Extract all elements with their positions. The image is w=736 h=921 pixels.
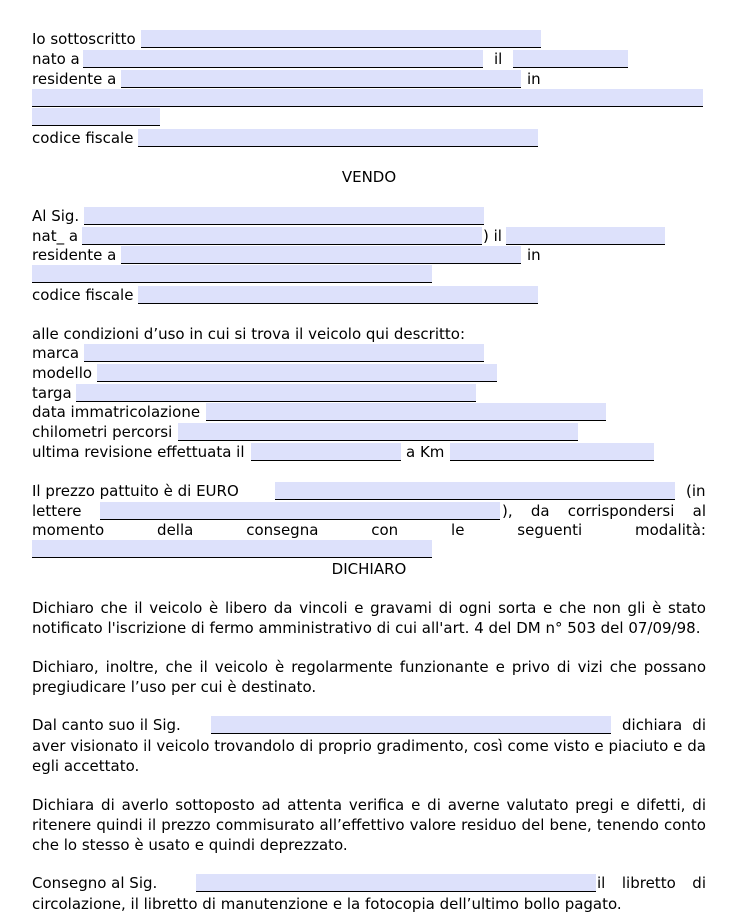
label-in: in <box>527 70 541 88</box>
buyer-fiscal-code-field[interactable] <box>138 286 538 304</box>
paragraph-4: Dichiara di averlo sottoposto ad attenta verifica e di averne valutato pregi e difetti, di ritenere quindi il prezzo commisurato all’effettivo valore residuo del bene, tenendo conto che lo stesso è usato e quindi deprezzato. <box>32 796 706 854</box>
vehicle-plate-field[interactable] <box>76 384 476 402</box>
vehicle-inspection-km-field[interactable] <box>450 443 654 461</box>
seller-birthplace-field[interactable] <box>83 50 483 68</box>
price-line3: momento della consegna con le seguenti modalità: <box>32 521 706 539</box>
seller-name-field[interactable] <box>141 30 541 48</box>
delivery-recipient-field[interactable] <box>196 874 596 892</box>
buyer-name-field[interactable] <box>84 207 484 225</box>
label-price-in: (in <box>686 482 706 500</box>
vehicle-model-field[interactable] <box>97 364 497 382</box>
dichiaro-heading: DICHIARO <box>331 560 407 578</box>
buyer-address-field[interactable] <box>32 265 432 283</box>
label-paren-il: ) il <box>483 227 502 245</box>
label-nat-a: nat_ a <box>32 227 79 245</box>
seller-birthdate-field[interactable] <box>513 50 628 68</box>
price-prefix: Il prezzo pattuito è di EURO <box>32 482 239 500</box>
label-il: il <box>494 50 503 68</box>
label-nato-a: nato a <box>32 50 80 68</box>
buyer-acceptance-name-field[interactable] <box>211 716 611 734</box>
label-revisione: ultima revisione effettuata il <box>32 443 245 461</box>
buyer-residence-field[interactable] <box>121 246 521 264</box>
p5-prefix: Consegno al Sig. <box>32 874 158 892</box>
price-euro-field[interactable] <box>275 482 675 500</box>
payment-terms-field[interactable] <box>32 540 432 558</box>
label-buyer-in: in <box>527 246 541 264</box>
seller-address-field-2[interactable] <box>32 108 160 126</box>
vehicle-mileage-field[interactable] <box>178 423 578 441</box>
paragraph-2: Dichiaro, inoltre, che il veicolo è regolarmente funzionante e privo di vizi che possano pregiudicare l’uso per cui è destinato. <box>32 658 706 696</box>
seller-residence-field[interactable] <box>121 70 521 88</box>
label-data-immatricolazione: data immatricolazione <box>32 403 201 421</box>
label-corrispondersi: ), da corrispondersi al <box>502 502 706 520</box>
label-residente: residente a <box>32 70 117 88</box>
p3-prefix: Dal canto suo il Sig. <box>32 716 181 734</box>
p5-suffix: il libretto di <box>597 874 706 892</box>
paragraph-1: Dichiaro che il veicolo è libero da vincoli e gravami di ogni sorta e che non gli è stato notificato l'iscrizione di fermo amministrativo di cui all'art. 4 del DM n° 503 del 07/09/98. <box>32 599 706 637</box>
p5-rest: circolazione, il libretto di manutenzione e la fotocopia dell’ultimo bollo pagato. <box>32 895 622 913</box>
seller-fiscal-code-field[interactable] <box>138 129 538 147</box>
label-modello: modello <box>32 364 93 382</box>
p3-rest: aver visionato il veicolo trovandolo di proprio gradimento, così come visto e piaciuto e da egli accettato. <box>32 737 706 775</box>
vendo-heading: VENDO <box>341 168 397 186</box>
p3-suffix: dichiara di <box>622 716 706 734</box>
seller-address-field[interactable] <box>32 89 703 107</box>
label-chilometri: chilometri percorsi <box>32 423 173 441</box>
label-marca: marca <box>32 344 80 362</box>
label-targa: targa <box>32 384 72 402</box>
buyer-birthdate-field[interactable] <box>506 227 665 245</box>
label-codice-fiscale: codice fiscale <box>32 129 134 147</box>
label-buyer-codice-fiscale: codice fiscale <box>32 286 134 304</box>
label-a-km: a Km <box>406 443 445 461</box>
buyer-birthplace-field[interactable] <box>82 227 482 245</box>
vehicle-registration-date-field[interactable] <box>206 403 606 421</box>
vehicle-intro: alle condizioni d’uso in cui si trova il veicolo qui descritto: <box>32 325 465 343</box>
label-lettere: lettere <box>32 502 82 520</box>
vehicle-brand-field[interactable] <box>84 344 484 362</box>
vehicle-inspection-date-field[interactable] <box>251 443 401 461</box>
label-buyer-residente: residente a <box>32 246 117 264</box>
label-al-sig: Al Sig. <box>32 207 80 225</box>
label-sottoscritto: Io sottoscritto <box>32 30 136 48</box>
price-words-field[interactable] <box>100 502 500 520</box>
